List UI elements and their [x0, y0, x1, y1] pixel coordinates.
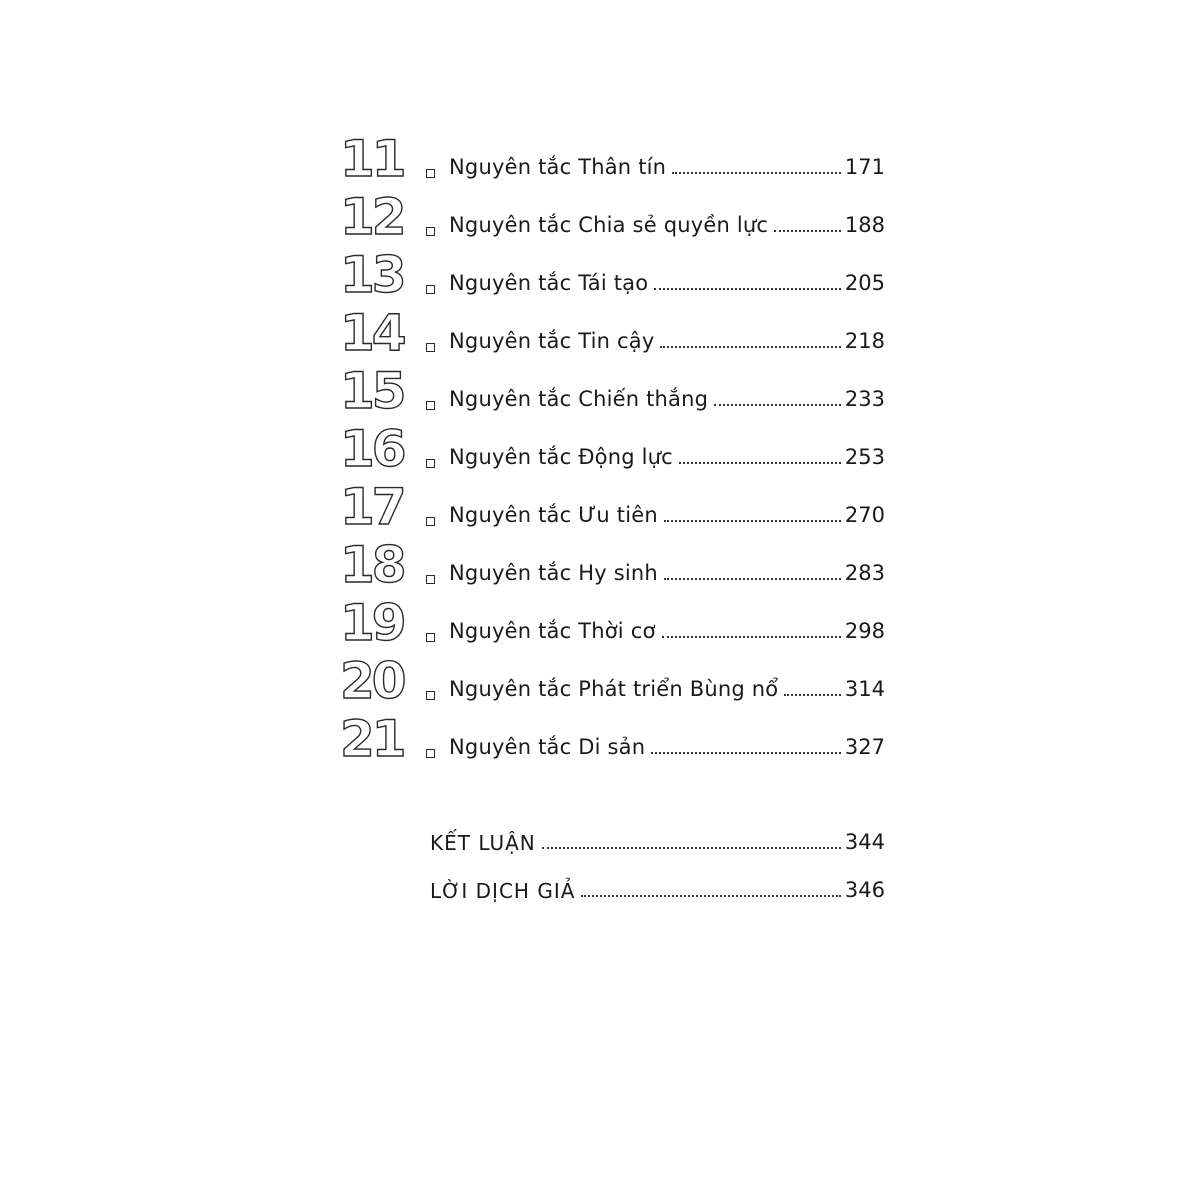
- square-bullet-icon: [426, 285, 435, 294]
- chapter-number: 20: [340, 652, 404, 710]
- page-number: 253: [844, 445, 885, 469]
- toc-entry[interactable]: [340, 536, 885, 594]
- toc-entry[interactable]: [340, 362, 885, 420]
- dot-leader: [660, 346, 840, 348]
- chapter-title: Nguyên tắc Chiến thắng: [449, 387, 709, 411]
- dot-leader: [672, 172, 841, 174]
- square-bullet-icon: [426, 633, 435, 642]
- square-bullet-icon: [426, 517, 435, 526]
- square-bullet-icon: [426, 459, 435, 468]
- chapter-number: 18: [340, 536, 404, 594]
- chapter-title: Nguyên tắc Chia sẻ quyền lực: [449, 213, 769, 237]
- chapter-title: Nguyên tắc Tin cậy: [449, 329, 655, 353]
- square-bullet-icon: [426, 749, 435, 758]
- dot-leader: [664, 520, 841, 522]
- dot-leader: [651, 752, 841, 754]
- chapter-title: Nguyên tắc Động lực: [449, 445, 673, 469]
- page-number: 346: [844, 878, 885, 902]
- toc-entry[interactable]: [340, 594, 885, 652]
- chapter-number: 13: [340, 246, 404, 304]
- toc-entry[interactable]: [340, 420, 885, 478]
- page-number: 270: [844, 503, 885, 527]
- page-number: 205: [844, 271, 885, 295]
- chapter-number: 21: [340, 710, 404, 768]
- page-number: 171: [844, 155, 885, 179]
- page-number: 283: [844, 561, 885, 585]
- dot-leader: [714, 404, 841, 406]
- square-bullet-icon: [426, 691, 435, 700]
- dot-leader: [679, 462, 841, 464]
- chapter-number: 12: [340, 188, 404, 246]
- page-number: 233: [844, 387, 885, 411]
- page-number: 314: [844, 677, 885, 701]
- chapter-title: Nguyên tắc Hy sinh: [449, 561, 658, 585]
- toc-entry[interactable]: [430, 815, 885, 863]
- table-of-contents: [340, 130, 885, 768]
- dot-leader: [542, 847, 841, 849]
- page-number: 188: [844, 213, 885, 237]
- dot-leader: [581, 895, 841, 897]
- square-bullet-icon: [426, 401, 435, 410]
- square-bullet-icon: [426, 227, 435, 236]
- section-title: LỜI DỊCH GIẢ: [430, 879, 576, 903]
- toc-entry[interactable]: [340, 130, 885, 188]
- section-title: KẾT LUẬN: [430, 831, 536, 855]
- chapter-number: 17: [340, 478, 404, 536]
- chapter-title: Nguyên tắc Di sản: [449, 735, 646, 759]
- dot-leader: [774, 230, 841, 232]
- chapter-number: 19: [340, 594, 404, 652]
- chapter-title: Nguyên tắc Tái tạo: [449, 271, 649, 295]
- toc-entry[interactable]: [430, 863, 885, 911]
- toc-entry[interactable]: [340, 188, 885, 246]
- toc-entry[interactable]: [340, 478, 885, 536]
- page-number: 298: [844, 619, 885, 643]
- page-number: 327: [844, 735, 885, 759]
- toc-entry[interactable]: [340, 652, 885, 710]
- page-number: 218: [844, 329, 885, 353]
- chapter-number: 16: [340, 420, 404, 478]
- chapter-number: 15: [340, 362, 404, 420]
- dot-leader: [654, 288, 841, 290]
- back-matter: [430, 815, 885, 911]
- chapter-number: 11: [340, 130, 404, 188]
- toc-entry[interactable]: [340, 710, 885, 768]
- chapter-title: Nguyên tắc Phát triển Bùng nổ: [449, 677, 779, 701]
- dot-leader: [664, 578, 841, 580]
- chapter-number: 14: [340, 304, 404, 362]
- toc-entry[interactable]: [340, 246, 885, 304]
- square-bullet-icon: [426, 169, 435, 178]
- square-bullet-icon: [426, 575, 435, 584]
- chapter-title: Nguyên tắc Thời cơ: [449, 619, 656, 643]
- chapter-title: Nguyên tắc Thân tín: [449, 155, 667, 179]
- dot-leader: [662, 636, 841, 638]
- square-bullet-icon: [426, 343, 435, 352]
- page-number: 344: [844, 830, 885, 854]
- toc-entry[interactable]: [340, 304, 885, 362]
- dot-leader: [784, 694, 841, 696]
- chapter-title: Nguyên tắc Ưu tiên: [449, 503, 658, 527]
